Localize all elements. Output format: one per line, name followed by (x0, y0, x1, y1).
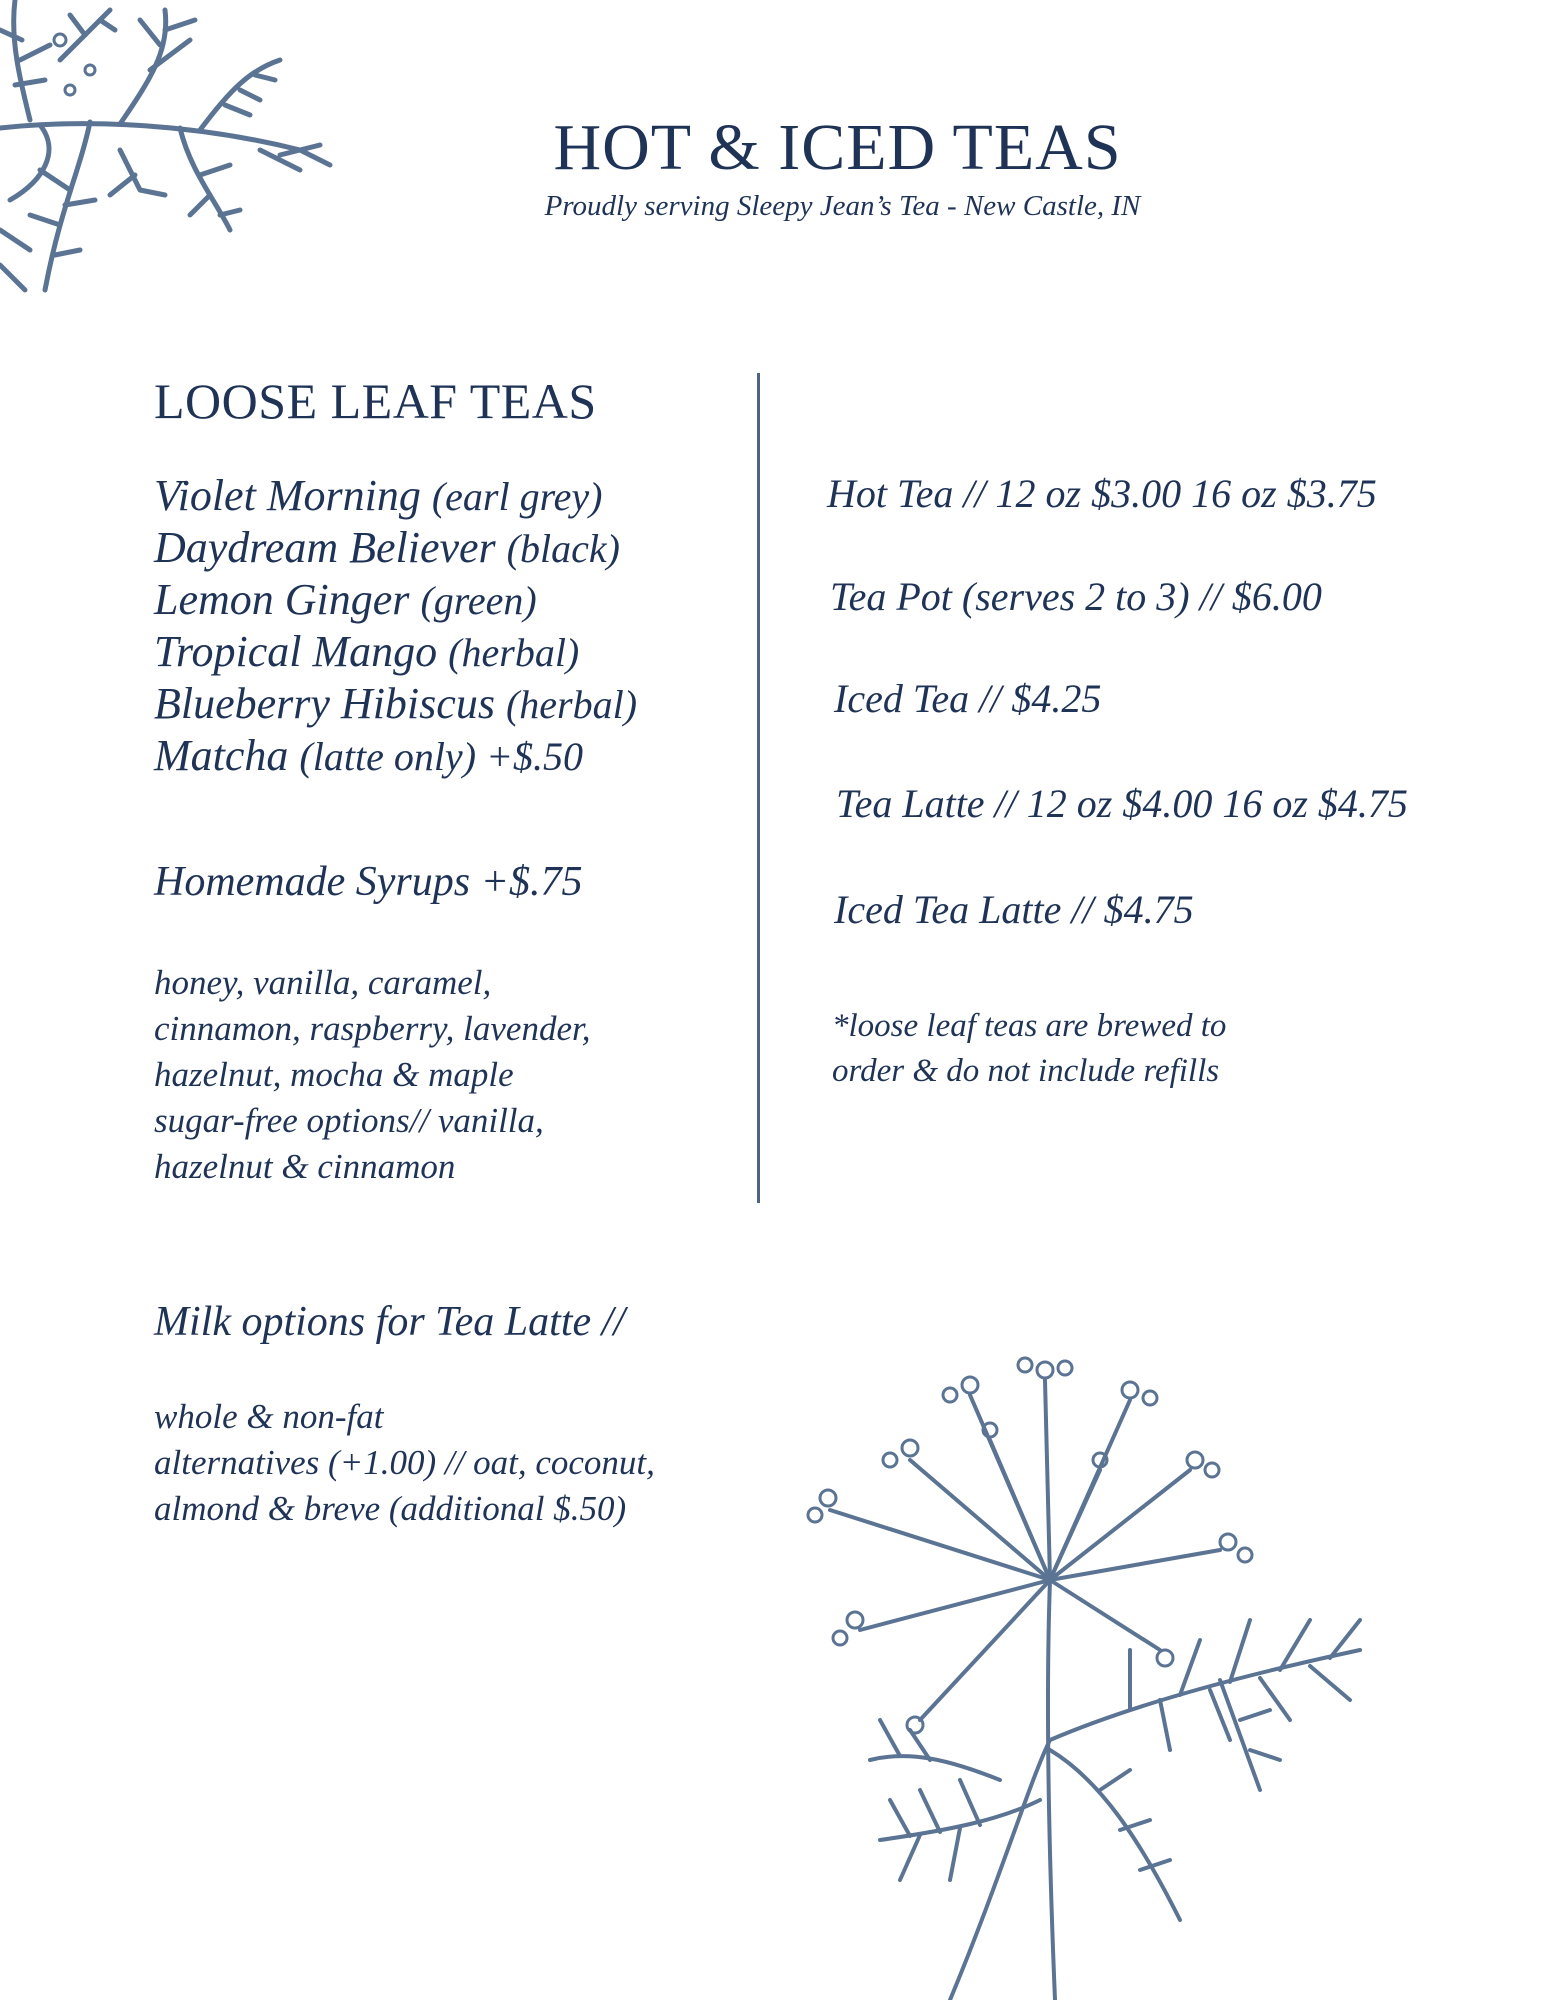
milk-heading: Milk options for Tea Latte // (154, 1299, 625, 1345)
milk-line: almond & breve (additional $.50) (154, 1489, 627, 1528)
syrup-line: hazelnut & cinnamon (154, 1147, 456, 1186)
tea-name: Matcha (154, 731, 289, 780)
column-divider (757, 373, 760, 1203)
milk-line: alternatives (+1.00) // oat, coconut, (154, 1443, 655, 1482)
list-item (154, 574, 637, 626)
price-tea-pot: Tea Pot (serves 2 to 3) // $6.00 (830, 574, 1322, 619)
tea-name: Lemon Ginger (154, 575, 410, 624)
list-item (154, 522, 637, 574)
tea-type: (latte only) +$.50 (299, 734, 583, 779)
syrup-line: sugar-free options// vanilla, (154, 1101, 544, 1140)
syrup-line: honey, vanilla, caramel, (154, 963, 492, 1002)
page-title: HOT & ICED TEAS (553, 111, 1122, 184)
syrups-heading: Homemade Syrups +$.75 (154, 859, 583, 905)
list-item (154, 730, 637, 782)
list-item (154, 470, 637, 522)
syrup-line: hazelnut, mocha & maple (154, 1055, 514, 1094)
tea-list (154, 470, 637, 782)
syrup-line: cinnamon, raspberry, lavender, (154, 1009, 591, 1048)
note-line: *loose leaf teas are brewed to (832, 1008, 1227, 1044)
dill-flower-bottom-right-icon (800, 1320, 1470, 2000)
tea-name: Tropical Mango (154, 627, 438, 676)
price-tea-latte: Tea Latte // 12 oz $4.00 16 oz $4.75 (836, 781, 1408, 826)
list-item (154, 678, 637, 730)
price-iced-tea: Iced Tea // $4.25 (834, 676, 1102, 721)
tea-type: (herbal) (448, 630, 580, 675)
page-subtitle: Proudly serving Sleepy Jean’s Tea - New Castle, IN (544, 190, 1141, 222)
tea-type: (herbal) (505, 682, 638, 727)
milk-list (154, 1394, 794, 1532)
refill-note (832, 1004, 1352, 1094)
tea-type: (black) (506, 526, 620, 571)
tea-type: (earl grey) (431, 474, 603, 519)
list-item (154, 626, 637, 678)
price-hot-tea: Hot Tea // 12 oz $3.00 16 oz $3.75 (827, 471, 1377, 516)
tea-name: Blueberry Hibiscus (154, 679, 495, 728)
price-iced-tea-latte: Iced Tea Latte // $4.75 (834, 887, 1194, 932)
syrups-list (154, 960, 674, 1190)
milk-line: whole & non-fat (154, 1397, 384, 1436)
tea-type: (green) (420, 578, 537, 623)
tea-name: Daydream Believer (154, 523, 496, 572)
tea-name: Violet Morning (154, 471, 421, 520)
loose-leaf-heading: LOOSE LEAF TEAS (154, 373, 597, 429)
note-line: order & do not include refills (832, 1053, 1220, 1089)
